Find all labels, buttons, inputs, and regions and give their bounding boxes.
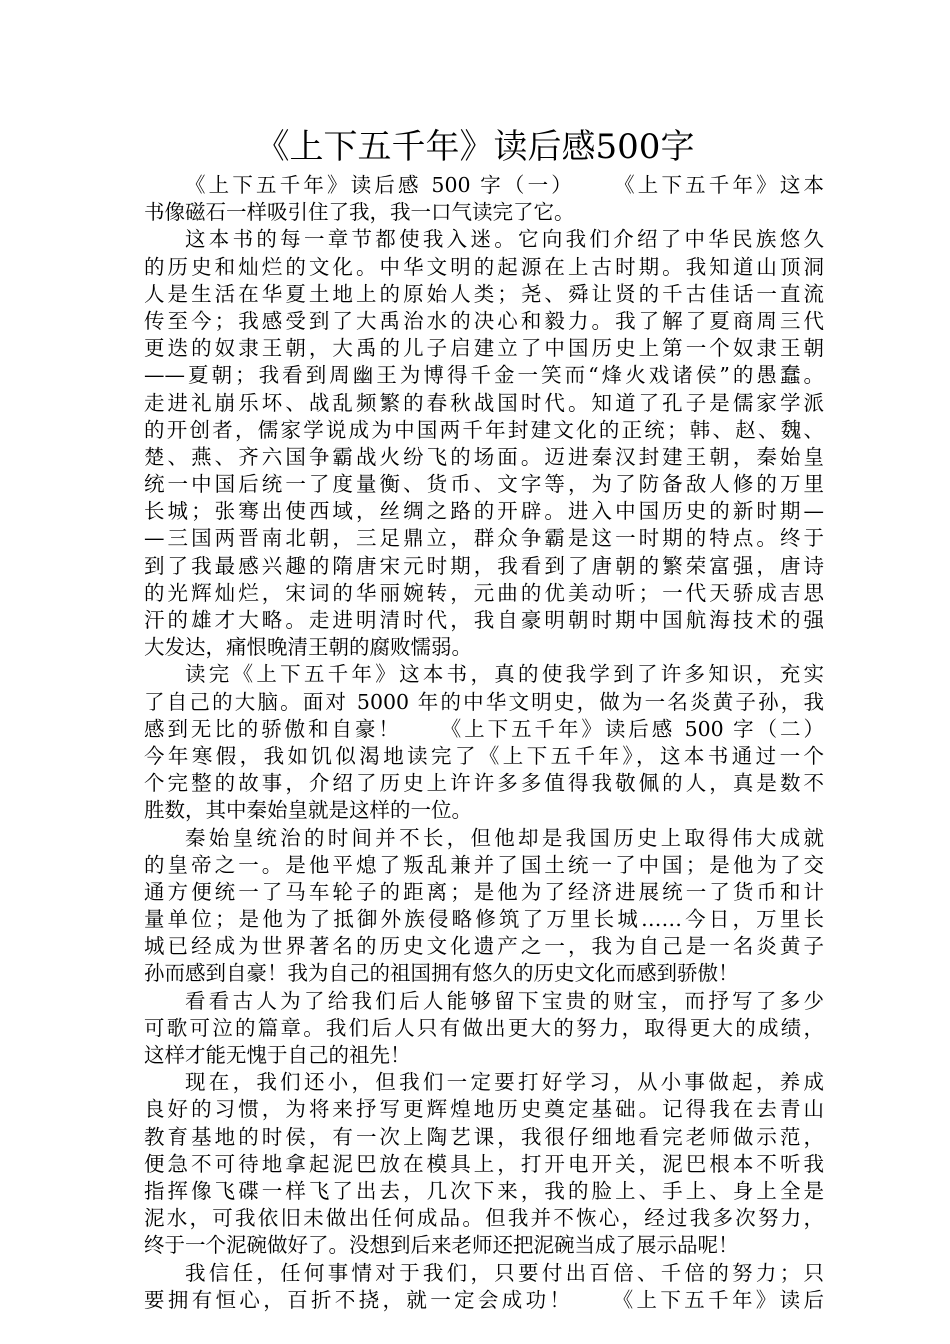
- text-line-content: 个完整的故事，介绍了历史上许许多多值得我敬佩的人，真是数不: [144, 771, 824, 796]
- text-line: [144, 1260, 824, 1287]
- text-line: [144, 770, 824, 797]
- text-line: [144, 1205, 824, 1232]
- text-line: [144, 417, 824, 444]
- text-line: [144, 852, 824, 879]
- text-line-tail: 《上下五千年》这本: [610, 173, 824, 197]
- text-line-content: 走进礼崩乐坏、战乱频繁的春秋战国时代。知道了孔子是儒家学派: [144, 390, 824, 415]
- text-line-content: 书像磁石一样吸引住了我，我一口气读完了它。: [144, 200, 575, 225]
- text-line-content: 看看古人为了给我们后人能够留下宝贵的财宝，而抒写了多少: [185, 988, 824, 1013]
- text-line-content: 胜数，其中秦始皇就是这样的一位。: [144, 798, 472, 823]
- text-line: [144, 825, 824, 852]
- text-line: [144, 879, 824, 906]
- text-line-content: 到了我最感兴趣的隋唐宋元时期，我看到了唐朝的繁荣富强，唐诗: [144, 553, 824, 578]
- text-line: [144, 661, 824, 688]
- text-line: [144, 933, 824, 960]
- text-line-content: 更迭的奴隶王朝，大禹的儿子启建立了中国历史上第一个奴隶王朝: [144, 336, 824, 361]
- text-line-content: 汗的雄才大略。走进明清时代，我自豪明朝时期中国航海技术的强: [144, 608, 824, 632]
- text-line: [144, 390, 824, 417]
- text-line: [144, 716, 824, 743]
- text-line: [144, 1151, 824, 1178]
- text-line: [144, 634, 824, 661]
- text-line: [144, 498, 824, 525]
- text-line: [144, 1069, 824, 1096]
- text-line-content: 通方便统一了马车轮子的距离；是他为了经济进展统一了货币和计: [144, 879, 824, 904]
- text-line-content: 良好的习惯，为将来抒写更辉煌地历史奠定基础。记得我在去青山: [144, 1097, 824, 1122]
- text-line: [144, 743, 824, 770]
- text-line-content: 泥水，可我依旧未做出任何成品。但我并不恢心，经过我多次努力，: [144, 1206, 824, 1231]
- text-line-content: 可歌可泣的篇章。我们后人只有做出更大的努力，取得更大的成绩，: [144, 1015, 824, 1040]
- text-line: [144, 281, 824, 308]
- text-line-content: 《上下五千年》读后感 500 字（一）: [185, 173, 575, 197]
- text-line-content: 便急不可待地拿起泥巴放在模具上，打开电开关，泥巴根本不听我: [144, 1151, 824, 1176]
- text-line-content: 孙而感到自豪！我为自己的祖国拥有悠久的历史文化而感到骄傲！: [144, 961, 739, 986]
- text-line: [144, 226, 824, 253]
- text-line: [144, 444, 824, 471]
- text-line-content: 终于一个泥碗做好了。没想到后来老师还把泥碗当成了展示品呢！: [144, 1233, 739, 1258]
- text-line-tail: 《上下五千年》读后: [609, 1287, 824, 1312]
- text-line: [144, 1124, 824, 1151]
- text-line-content: ——夏朝；我看到周幽王为博得千金一笑而“烽火戏诸侯”的愚蠢。: [144, 363, 824, 388]
- text-line: [144, 1042, 824, 1069]
- text-line: [144, 335, 824, 362]
- text-line: [144, 580, 824, 607]
- text-line-content: 统一中国后统一了度量衡、货币、文字等，为了防备敌人修的万里: [144, 472, 824, 497]
- text-line: [144, 172, 824, 199]
- text-line-content: 量单位；是他为了抵御外族侵略修筑了万里长城……今日，万里长: [144, 907, 824, 932]
- document-title: 《上下五千年》读后感500字: [255, 127, 695, 167]
- text-line-content: 现在，我们还小，但我们一定要打好学习，从小事做起，养成: [185, 1070, 824, 1095]
- text-line: [144, 607, 824, 634]
- text-line: [144, 308, 824, 335]
- document-body: [144, 172, 824, 1314]
- text-line: [144, 525, 824, 552]
- text-line-content: 了自己的大脑。面对 5000 年的中华文明史，做为一名炎黄子孙，我: [144, 689, 824, 714]
- text-line-content: 长城；张骞出使西域，丝绸之路的开辟。进入中国历史的新时期—: [144, 499, 824, 524]
- text-line: [144, 797, 824, 824]
- text-line-content: 人是生活在华夏土地上的原始人类；尧、舜让贤的千古佳话一直流: [144, 281, 824, 306]
- text-line-content: —三国两晋南北朝，三足鼎立，群众争霸是这一时期的特点。终于: [144, 526, 824, 551]
- text-line: [144, 1096, 824, 1123]
- text-line-content: 的开创者，儒家学说成为中国两千年封建文化的正统；韩、赵、魏、: [144, 417, 824, 442]
- text-line-content: 的光辉灿烂，宋词的华丽婉转，元曲的优美动听；一代天骄成吉思: [144, 580, 824, 605]
- text-line-content: 的历史和灿烂的文化。中华文明的起源在上古时期。我知道山顶洞: [144, 254, 824, 279]
- text-line: [144, 362, 824, 389]
- text-line: [144, 1232, 824, 1259]
- text-line: [144, 553, 824, 580]
- text-line-content: 楚、燕、齐六国争霸战火纷飞的场面。迈进秦汉封建王朝，秦始皇: [144, 444, 824, 469]
- text-line-content: 感到无比的骄傲和自豪！: [144, 716, 402, 741]
- text-line-content: 指挥像飞碟一样飞了出去，几次下来，我的脸上、手上、身上全是: [144, 1178, 824, 1203]
- text-line-content: 我信任，任何事情对于我们，只要付出百倍、千倍的努力；只: [185, 1260, 824, 1285]
- text-line: [144, 1015, 824, 1042]
- text-line: [144, 1178, 824, 1205]
- text-line-content: 这本书的每一章节都使我入迷。它向我们介绍了中华民族悠久: [185, 227, 824, 252]
- text-line-content: 这样才能无愧于自己的祖先！: [144, 1043, 411, 1067]
- text-line: [144, 471, 824, 498]
- text-line: [144, 988, 824, 1015]
- text-line-content: 教育基地的时侯，有一次上陶艺课，我很仔细地看完老师做示范，: [144, 1124, 824, 1149]
- text-line-content: 秦始皇统治的时间并不长，但他却是我国历史上取得伟大成就: [185, 825, 824, 850]
- text-line-content: 城已经成为世界著名的历史文化遗产之一，我为自己是一名炎黄子: [144, 934, 824, 959]
- text-line: [144, 199, 824, 226]
- text-line-content: 读完《上下五千年》这本书，真的使我学到了许多知识，充实: [185, 662, 824, 687]
- text-line: [144, 689, 824, 716]
- text-line-content: 要拥有恒心，百折不挠，就一定会成功！: [144, 1287, 574, 1312]
- text-line-content: 的皇帝之一。是他平熄了叛乱兼并了国土统一了中国；是他为了交: [144, 852, 824, 877]
- text-line: [144, 254, 824, 281]
- text-line-content: 传至今；我感受到了大禹治水的决心和毅力。我了解了夏商周三代: [144, 308, 824, 333]
- text-line-content: 大发达，痛恨晚清王朝的腐败懦弱。: [144, 635, 472, 660]
- text-line-content: 今年寒假，我如饥似渴地读完了《上下五千年》，这本书通过一个: [144, 743, 824, 768]
- text-line-tail: 《上下五千年》读后感 500 字（二）: [437, 716, 824, 741]
- text-line: [144, 906, 824, 933]
- text-line: [144, 1287, 824, 1314]
- text-line: [144, 960, 824, 987]
